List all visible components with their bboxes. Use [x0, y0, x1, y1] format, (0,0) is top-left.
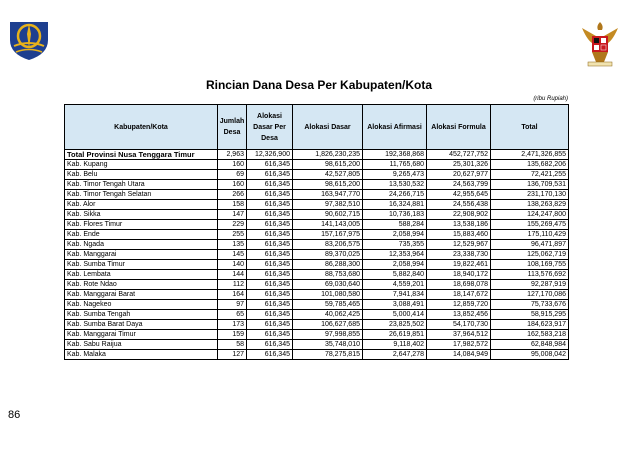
cell-alokasi-afirmasi: 7,941,834	[363, 290, 427, 300]
cell-jumlah-desa: 97	[218, 300, 247, 310]
page-number: 86	[8, 409, 21, 421]
cell-total: 95,008,042	[491, 350, 569, 360]
cell-alokasi-afirmasi: 3,088,491	[363, 300, 427, 310]
cell-alokasi-dasar: 163,947,770	[293, 190, 363, 200]
table-row	[65, 260, 569, 270]
cell-total: 231,170,130	[491, 190, 569, 200]
total-row	[65, 150, 569, 160]
cell-jumlah-desa: 135	[218, 240, 247, 250]
cell-kabupaten-name: Kab. Belu	[65, 170, 218, 180]
cell-alokasi-dasar-per-desa: 616,345	[247, 270, 293, 280]
cell-alokasi-dasar-per-desa: 616,345	[247, 210, 293, 220]
cell-total: 155,269,475	[491, 220, 569, 230]
table-row	[65, 300, 569, 310]
cell-alokasi-dasar: 88,753,680	[293, 270, 363, 280]
unit-note: (ribu Rupiah)	[533, 96, 568, 102]
dana-desa-table	[64, 104, 569, 360]
cell-alokasi-formula: 42,955,645	[427, 190, 491, 200]
cell-alokasi-formula: 17,982,572	[427, 340, 491, 350]
table-row	[65, 210, 569, 220]
cell-kabupaten-name: Kab. Sabu Raijua	[65, 340, 218, 350]
cell-alokasi-afirmasi: 588,284	[363, 220, 427, 230]
cell-total: 136,709,531	[491, 180, 569, 190]
cell-alokasi-formula: 24,563,799	[427, 180, 491, 190]
cell-alokasi-dasar-per-desa: 616,345	[247, 200, 293, 210]
cell-total: 138,263,829	[491, 200, 569, 210]
cell-jumlah-desa: 173	[218, 320, 247, 330]
cell-jumlah-desa: 144	[218, 270, 247, 280]
cell-kabupaten-name: Kab. Sumba Barat Daya	[65, 320, 218, 330]
cell-jumlah-desa: 112	[218, 280, 247, 290]
cell-alokasi-dasar: 78,275,815	[293, 350, 363, 360]
cell-jumlah-desa: 65	[218, 310, 247, 320]
cell-jumlah-desa: 159	[218, 330, 247, 340]
cell-alokasi-dasar-per-desa: 616,345	[247, 340, 293, 350]
cell-alokasi-dasar: 97,382,510	[293, 200, 363, 210]
cell-kabupaten-name: Kab. Kupang	[65, 160, 218, 170]
col-header-alokasi-formula: Alokasi Formula	[427, 105, 491, 150]
cell-alokasi-dasar: 141,143,005	[293, 220, 363, 230]
cell-alokasi-dasar: 35,748,010	[293, 340, 363, 350]
cell-total: 75,733,676	[491, 300, 569, 310]
table-row	[65, 280, 569, 290]
cell-kabupaten-name: Kab. Manggarai Timur	[65, 330, 218, 340]
ministry-of-finance-logo-icon	[4, 16, 54, 62]
cell-alokasi-formula: 18,940,172	[427, 270, 491, 280]
cell-alokasi-dasar-per-desa: 616,345	[247, 230, 293, 240]
cell-alokasi-dasar-per-desa: 616,345	[247, 290, 293, 300]
cell-alokasi-afirmasi: 16,324,881	[363, 200, 427, 210]
cell-alokasi-afirmasi: 5,000,414	[363, 310, 427, 320]
cell-alokasi-afirmasi: 2,647,278	[363, 350, 427, 360]
cell-alokasi-dasar: 89,370,025	[293, 250, 363, 260]
cell-alokasi-dasar: 83,206,575	[293, 240, 363, 250]
cell-jumlah-desa: 229	[218, 220, 247, 230]
cell-total: 58,915,295	[491, 310, 569, 320]
table-row	[65, 330, 569, 340]
col-header-total: Total	[491, 105, 569, 150]
cell-alokasi-afirmasi: 735,355	[363, 240, 427, 250]
cell-alokasi-dasar: 157,167,975	[293, 230, 363, 240]
cell-alokasi-dasar-per-desa: 616,345	[247, 220, 293, 230]
cell-alokasi-dasar-per-desa: 616,345	[247, 250, 293, 260]
cell-alokasi-dasar: 97,998,855	[293, 330, 363, 340]
cell-kabupaten-name: Kab. Manggarai Barat	[65, 290, 218, 300]
cell-alokasi-dasar-per-desa: 616,345	[247, 180, 293, 190]
total-row-alokasi-formula: 452,727,752	[427, 150, 491, 160]
cell-kabupaten-name: Kab. Sumba Tengah	[65, 310, 218, 320]
cell-jumlah-desa: 127	[218, 350, 247, 360]
cell-alokasi-dasar: 101,080,580	[293, 290, 363, 300]
cell-alokasi-formula: 12,859,720	[427, 300, 491, 310]
cell-alokasi-afirmasi: 11,765,680	[363, 160, 427, 170]
cell-total: 108,169,755	[491, 260, 569, 270]
cell-alokasi-dasar-per-desa: 616,345	[247, 330, 293, 340]
cell-alokasi-dasar-per-desa: 616,345	[247, 320, 293, 330]
table-row	[65, 240, 569, 250]
cell-alokasi-formula: 15,883,460	[427, 230, 491, 240]
cell-alokasi-afirmasi: 26,619,851	[363, 330, 427, 340]
cell-total: 62,848,984	[491, 340, 569, 350]
col-header-alokasi-dasar: Alokasi Dasar	[293, 105, 363, 150]
table-row	[65, 310, 569, 320]
cell-kabupaten-name: Kab. Manggarai	[65, 250, 218, 260]
table-header-row	[65, 105, 569, 150]
cell-alokasi-dasar-per-desa: 616,345	[247, 160, 293, 170]
table-row	[65, 290, 569, 300]
cell-alokasi-afirmasi: 13,530,532	[363, 180, 427, 190]
cell-alokasi-formula: 37,964,512	[427, 330, 491, 340]
cell-kabupaten-name: Kab. Timor Tengah Selatan	[65, 190, 218, 200]
table-row	[65, 230, 569, 240]
cell-total: 124,247,800	[491, 210, 569, 220]
cell-alokasi-formula: 22,908,902	[427, 210, 491, 220]
cell-jumlah-desa: 255	[218, 230, 247, 240]
cell-total: 92,287,919	[491, 280, 569, 290]
cell-alokasi-formula: 19,822,461	[427, 260, 491, 270]
cell-alokasi-afirmasi: 24,266,715	[363, 190, 427, 200]
cell-alokasi-formula: 20,627,977	[427, 170, 491, 180]
cell-alokasi-formula: 18,147,672	[427, 290, 491, 300]
cell-alokasi-afirmasi: 2,058,994	[363, 260, 427, 270]
cell-total: 184,623,917	[491, 320, 569, 330]
cell-jumlah-desa: 140	[218, 260, 247, 270]
cell-total: 162,583,218	[491, 330, 569, 340]
cell-alokasi-dasar: 98,615,200	[293, 180, 363, 190]
col-header-jumlah-desa: Jumlah Desa	[218, 105, 247, 150]
cell-alokasi-dasar: 90,602,715	[293, 210, 363, 220]
cell-alokasi-afirmasi: 4,559,201	[363, 280, 427, 290]
total-row-alokasi-dasar-per-desa: 12,326,900	[247, 150, 293, 160]
cell-kabupaten-name: Kab. Malaka	[65, 350, 218, 360]
cell-alokasi-formula: 14,084,949	[427, 350, 491, 360]
table-row	[65, 200, 569, 210]
cell-alokasi-afirmasi: 9,265,473	[363, 170, 427, 180]
total-row-total: 2,471,326,855	[491, 150, 569, 160]
cell-kabupaten-name: Kab. Ende	[65, 230, 218, 240]
cell-alokasi-afirmasi: 5,882,840	[363, 270, 427, 280]
cell-alokasi-dasar: 86,288,300	[293, 260, 363, 270]
cell-jumlah-desa: 147	[218, 210, 247, 220]
cell-total: 125,062,719	[491, 250, 569, 260]
cell-alokasi-dasar: 106,627,685	[293, 320, 363, 330]
cell-kabupaten-name: Kab. Timor Tengah Utara	[65, 180, 218, 190]
cell-alokasi-dasar: 42,527,805	[293, 170, 363, 180]
cell-jumlah-desa: 164	[218, 290, 247, 300]
page-title: Rincian Dana Desa Per Kabupaten/Kota	[205, 78, 433, 92]
cell-alokasi-dasar-per-desa: 616,345	[247, 240, 293, 250]
cell-total: 127,170,086	[491, 290, 569, 300]
cell-alokasi-dasar-per-desa: 616,345	[247, 310, 293, 320]
total-row-jumlah-desa: 2,963	[218, 150, 247, 160]
table-row	[65, 250, 569, 260]
cell-alokasi-dasar-per-desa: 616,345	[247, 350, 293, 360]
cell-alokasi-dasar-per-desa: 616,345	[247, 170, 293, 180]
table-row	[65, 170, 569, 180]
col-header-alokasi-afirmasi: Alokasi Afirmasi	[363, 105, 427, 150]
col-header-alokasi-dasar-per-desa: Alokasi Dasar Per Desa	[247, 105, 293, 150]
table-row	[65, 220, 569, 230]
table-row	[65, 340, 569, 350]
cell-alokasi-formula: 12,529,967	[427, 240, 491, 250]
cell-alokasi-formula: 13,852,456	[427, 310, 491, 320]
cell-kabupaten-name: Kab. Lembata	[65, 270, 218, 280]
col-header-kabupaten: Kabupaten/Kota	[65, 105, 218, 150]
table-row	[65, 350, 569, 360]
cell-alokasi-formula: 54,170,730	[427, 320, 491, 330]
cell-jumlah-desa: 160	[218, 160, 247, 170]
cell-jumlah-desa: 160	[218, 180, 247, 190]
cell-alokasi-afirmasi: 23,825,502	[363, 320, 427, 330]
cell-alokasi-dasar-per-desa: 616,345	[247, 300, 293, 310]
table-row	[65, 180, 569, 190]
cell-jumlah-desa: 158	[218, 200, 247, 210]
cell-kabupaten-name: Kab. Ngada	[65, 240, 218, 250]
table-row	[65, 270, 569, 280]
cell-alokasi-formula: 25,301,326	[427, 160, 491, 170]
cell-alokasi-formula: 24,556,438	[427, 200, 491, 210]
total-row-alokasi-dasar: 1,826,230,235	[293, 150, 363, 160]
cell-jumlah-desa: 69	[218, 170, 247, 180]
cell-total: 72,421,255	[491, 170, 569, 180]
cell-alokasi-dasar: 98,615,200	[293, 160, 363, 170]
cell-jumlah-desa: 266	[218, 190, 247, 200]
cell-kabupaten-name: Kab. Alor	[65, 200, 218, 210]
cell-alokasi-formula: 23,338,730	[427, 250, 491, 260]
cell-alokasi-dasar-per-desa: 616,345	[247, 280, 293, 290]
table-row	[65, 190, 569, 200]
cell-kabupaten-name: Kab. Rote Ndao	[65, 280, 218, 290]
cell-alokasi-dasar: 59,785,465	[293, 300, 363, 310]
table-row	[65, 160, 569, 170]
cell-total: 96,471,897	[491, 240, 569, 250]
cell-alokasi-afirmasi: 12,353,964	[363, 250, 427, 260]
garuda-pancasila-emblem-icon	[578, 18, 622, 68]
cell-alokasi-formula: 13,538,186	[427, 220, 491, 230]
cell-total: 135,682,206	[491, 160, 569, 170]
table-row	[65, 320, 569, 330]
cell-alokasi-afirmasi: 9,118,402	[363, 340, 427, 350]
cell-alokasi-dasar-per-desa: 616,345	[247, 260, 293, 270]
total-row-name: Total Provinsi Nusa Tenggara Timur	[65, 150, 218, 160]
total-row-alokasi-afirmasi: 192,368,868	[363, 150, 427, 160]
cell-alokasi-afirmasi: 2,058,994	[363, 230, 427, 240]
cell-alokasi-dasar: 69,030,640	[293, 280, 363, 290]
cell-alokasi-dasar: 40,062,425	[293, 310, 363, 320]
cell-total: 175,110,429	[491, 230, 569, 240]
cell-kabupaten-name: Kab. Nagekeo	[65, 300, 218, 310]
cell-jumlah-desa: 58	[218, 340, 247, 350]
cell-jumlah-desa: 145	[218, 250, 247, 260]
cell-total: 113,576,692	[491, 270, 569, 280]
cell-alokasi-dasar-per-desa: 616,345	[247, 190, 293, 200]
cell-kabupaten-name: Kab. Sikka	[65, 210, 218, 220]
cell-kabupaten-name: Kab. Sumba Timur	[65, 260, 218, 270]
cell-kabupaten-name: Kab. Flores Timur	[65, 220, 218, 230]
cell-alokasi-afirmasi: 10,736,183	[363, 210, 427, 220]
cell-alokasi-formula: 18,698,078	[427, 280, 491, 290]
